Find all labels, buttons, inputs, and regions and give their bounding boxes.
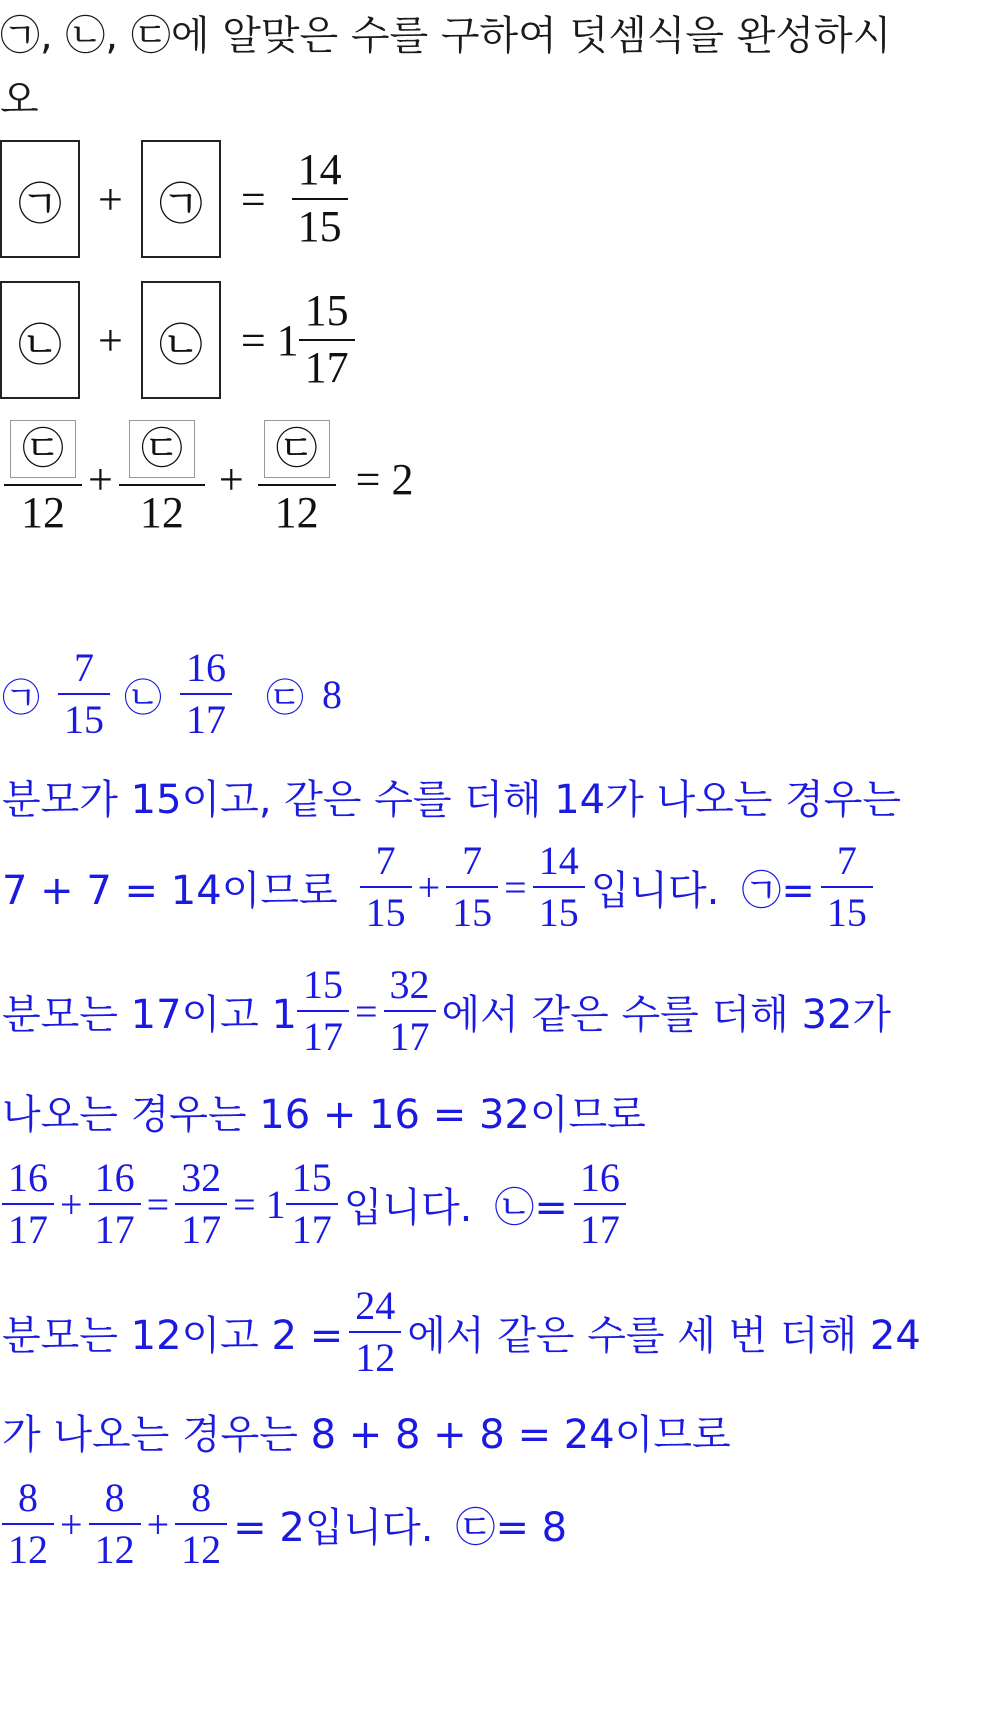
- plus-sign: +: [60, 1501, 83, 1547]
- fraction-bar: [349, 1331, 401, 1333]
- explanation-text: 가 나오는 경우는 8 + 8 + 8 = 24이므로: [2, 1412, 731, 1458]
- explanation-text: 입니다.: [590, 867, 720, 914]
- fraction: [446, 838, 498, 936]
- equation-1: [0, 140, 354, 258]
- explanation-text: 입니다.: [343, 1184, 473, 1231]
- fraction: [4, 420, 82, 539]
- fraction-bar: [175, 1203, 227, 1205]
- plus-sign: +: [88, 454, 113, 504]
- denominator: 17: [579, 1207, 620, 1252]
- equals-sign: = 1: [240, 315, 299, 365]
- fraction: [175, 1155, 227, 1253]
- numerator: [4, 420, 82, 482]
- answer-b-fraction: [180, 645, 232, 743]
- answer-box-a: ㉠: [0, 140, 80, 258]
- equals-sign: =: [240, 174, 266, 224]
- fraction-bar: [297, 1010, 349, 1012]
- denominator: 15: [64, 697, 105, 742]
- numerator: 16: [94, 1155, 135, 1200]
- numerator: 7: [74, 645, 95, 690]
- numerator: 16: [579, 1155, 620, 1200]
- plus-sign: +: [417, 864, 441, 910]
- numerator: 7: [375, 838, 396, 883]
- numerator: 14: [297, 145, 342, 195]
- fraction: [2, 1155, 54, 1253]
- numerator: 15: [291, 1155, 332, 1200]
- answer-a-fraction: [58, 645, 110, 743]
- denominator: 12: [139, 488, 184, 537]
- equals-sign: =: [354, 988, 378, 1034]
- numerator: 32: [389, 962, 430, 1007]
- explanation-text: 에서 같은 수를 더해 32가: [441, 991, 892, 1038]
- denominator: 15: [538, 890, 579, 935]
- fraction: [2, 1475, 54, 1573]
- fraction-bar: [258, 484, 336, 486]
- fraction-bar: [89, 1523, 141, 1525]
- plus-sign: +: [98, 174, 123, 224]
- label-c: ㉢= 8: [455, 1504, 568, 1551]
- numerator: [119, 420, 205, 482]
- question-line-1: [0, 4, 891, 61]
- numerator: 16: [8, 1155, 48, 1200]
- fraction-bar: [384, 1010, 436, 1012]
- explanation-text: 분모는 12이고 2 =: [2, 1312, 344, 1359]
- fraction-bar: [299, 339, 355, 341]
- plus-sign: +: [98, 315, 123, 365]
- numerator: 16: [186, 645, 227, 690]
- explanation-text: 분모가 15이고, 같은 수를 더해 14가 나오는 경우는: [2, 777, 902, 823]
- explanation-1-line-2: [2, 838, 879, 936]
- fraction: [258, 420, 336, 539]
- label-b: ㉡=: [494, 1184, 568, 1231]
- equals-sign: = 1: [233, 1181, 286, 1227]
- fraction-bar: [58, 693, 110, 695]
- fraction-bar: [4, 484, 82, 486]
- explanation-text: 분모는 17이고 1: [2, 991, 297, 1038]
- fraction: [175, 1475, 227, 1573]
- denominator: 12: [8, 1527, 48, 1572]
- fraction: [821, 838, 873, 936]
- fraction: [299, 286, 355, 393]
- numerator: 8: [18, 1475, 38, 1520]
- fraction: [89, 1475, 141, 1573]
- explanation-3-line-1: [2, 1283, 921, 1381]
- numerator: 8: [191, 1475, 212, 1520]
- label-b: ㉡: [124, 675, 163, 720]
- denominator: 15: [365, 890, 406, 935]
- fraction-bar: [574, 1203, 626, 1205]
- label-c: ㉢: [266, 675, 305, 720]
- fraction-bar: [175, 1523, 227, 1525]
- explanation-text: 나오는 경우는 16 + 16 = 32이므로: [2, 1092, 646, 1138]
- equation-3: [4, 420, 413, 539]
- question-text-1: ㉠, ㉡, ㉢에 알맞은 수를 구하여 덧셈식을 완성하시: [0, 13, 892, 59]
- fraction-bar: [89, 1203, 141, 1205]
- denominator: 12: [94, 1527, 135, 1572]
- fraction-bar: [821, 886, 873, 888]
- fraction: [292, 145, 348, 252]
- denominator: 17: [8, 1207, 48, 1252]
- denominator: 12: [274, 488, 319, 537]
- fraction-bar: [180, 693, 232, 695]
- fraction-bar: [360, 886, 412, 888]
- plus-sign: +: [60, 1181, 83, 1227]
- explanation-2-line-3: [2, 1155, 632, 1253]
- denominator: 17: [291, 1207, 332, 1252]
- explanation-2-line-1: [2, 962, 891, 1060]
- numerator: 7: [462, 838, 483, 883]
- fraction-bar: [292, 198, 348, 200]
- fraction: [360, 838, 412, 936]
- denominator: 15: [452, 890, 493, 935]
- denominator: 17: [389, 1014, 430, 1059]
- fraction-bar: [533, 886, 585, 888]
- label-a: ㉠: [2, 675, 41, 720]
- fraction: [119, 420, 205, 539]
- denominator: 17: [302, 1014, 343, 1059]
- fraction-bar: [2, 1203, 54, 1205]
- denominator: 12: [355, 1335, 396, 1380]
- explanation-text: 7 + 7 = 14이므로: [2, 867, 338, 914]
- explanation-2-line-2: [2, 1083, 646, 1140]
- answer-c-value: 8: [322, 671, 343, 717]
- denominator: 17: [186, 697, 227, 742]
- fraction: [89, 1155, 141, 1253]
- question-line-2: [0, 68, 39, 125]
- numerator: 15: [302, 962, 343, 1007]
- plus-sign: +: [218, 454, 244, 504]
- fraction: [297, 962, 349, 1060]
- question-text-2: 오: [0, 77, 39, 123]
- denominator: 15: [826, 890, 867, 935]
- fraction: [533, 838, 585, 936]
- fraction: [286, 1155, 338, 1253]
- fraction: [384, 962, 436, 1060]
- numerator: 24: [355, 1283, 396, 1328]
- explanation-text: 에서 같은 수를 세 번 더해 24: [407, 1312, 921, 1359]
- answer-box-a: ㉠: [141, 140, 221, 258]
- answer-box-c: ㉢: [264, 420, 330, 478]
- label-a: ㉠=: [741, 867, 815, 914]
- denominator: 12: [181, 1527, 222, 1572]
- explanation-1-line-1: [2, 768, 901, 825]
- equation-2: [0, 281, 361, 399]
- denominator: 17: [94, 1207, 135, 1252]
- answer-line: [2, 645, 342, 743]
- fraction-bar: [2, 1523, 54, 1525]
- numerator: 7: [836, 838, 857, 883]
- numerator: [258, 420, 336, 482]
- denominator: 17: [181, 1207, 222, 1252]
- numerator: 14: [538, 838, 579, 883]
- plus-sign: +: [146, 1501, 170, 1547]
- equals-sign: =: [146, 1181, 170, 1227]
- explanation-3-line-3: [2, 1475, 567, 1573]
- numerator: 8: [104, 1475, 125, 1520]
- answer-box-b: ㉡: [141, 281, 221, 399]
- denominator: 15: [297, 202, 342, 251]
- denominator: 17: [304, 343, 349, 392]
- fraction-bar: [446, 886, 498, 888]
- denominator: 12: [21, 488, 65, 537]
- equals-sign: = 2: [355, 454, 414, 504]
- fraction-bar: [286, 1203, 338, 1205]
- numerator: 32: [181, 1155, 222, 1200]
- numerator: 15: [304, 286, 349, 336]
- fraction-bar: [119, 484, 205, 486]
- fraction: [574, 1155, 626, 1253]
- answer-box-c: ㉢: [10, 420, 76, 478]
- explanation-text: = 2입니다.: [233, 1504, 434, 1551]
- explanation-3-line-2: [2, 1403, 731, 1460]
- answer-box-b: ㉡: [0, 281, 80, 399]
- fraction: [349, 1283, 401, 1381]
- answer-box-c: ㉢: [129, 420, 195, 478]
- equals-sign: =: [504, 864, 527, 910]
